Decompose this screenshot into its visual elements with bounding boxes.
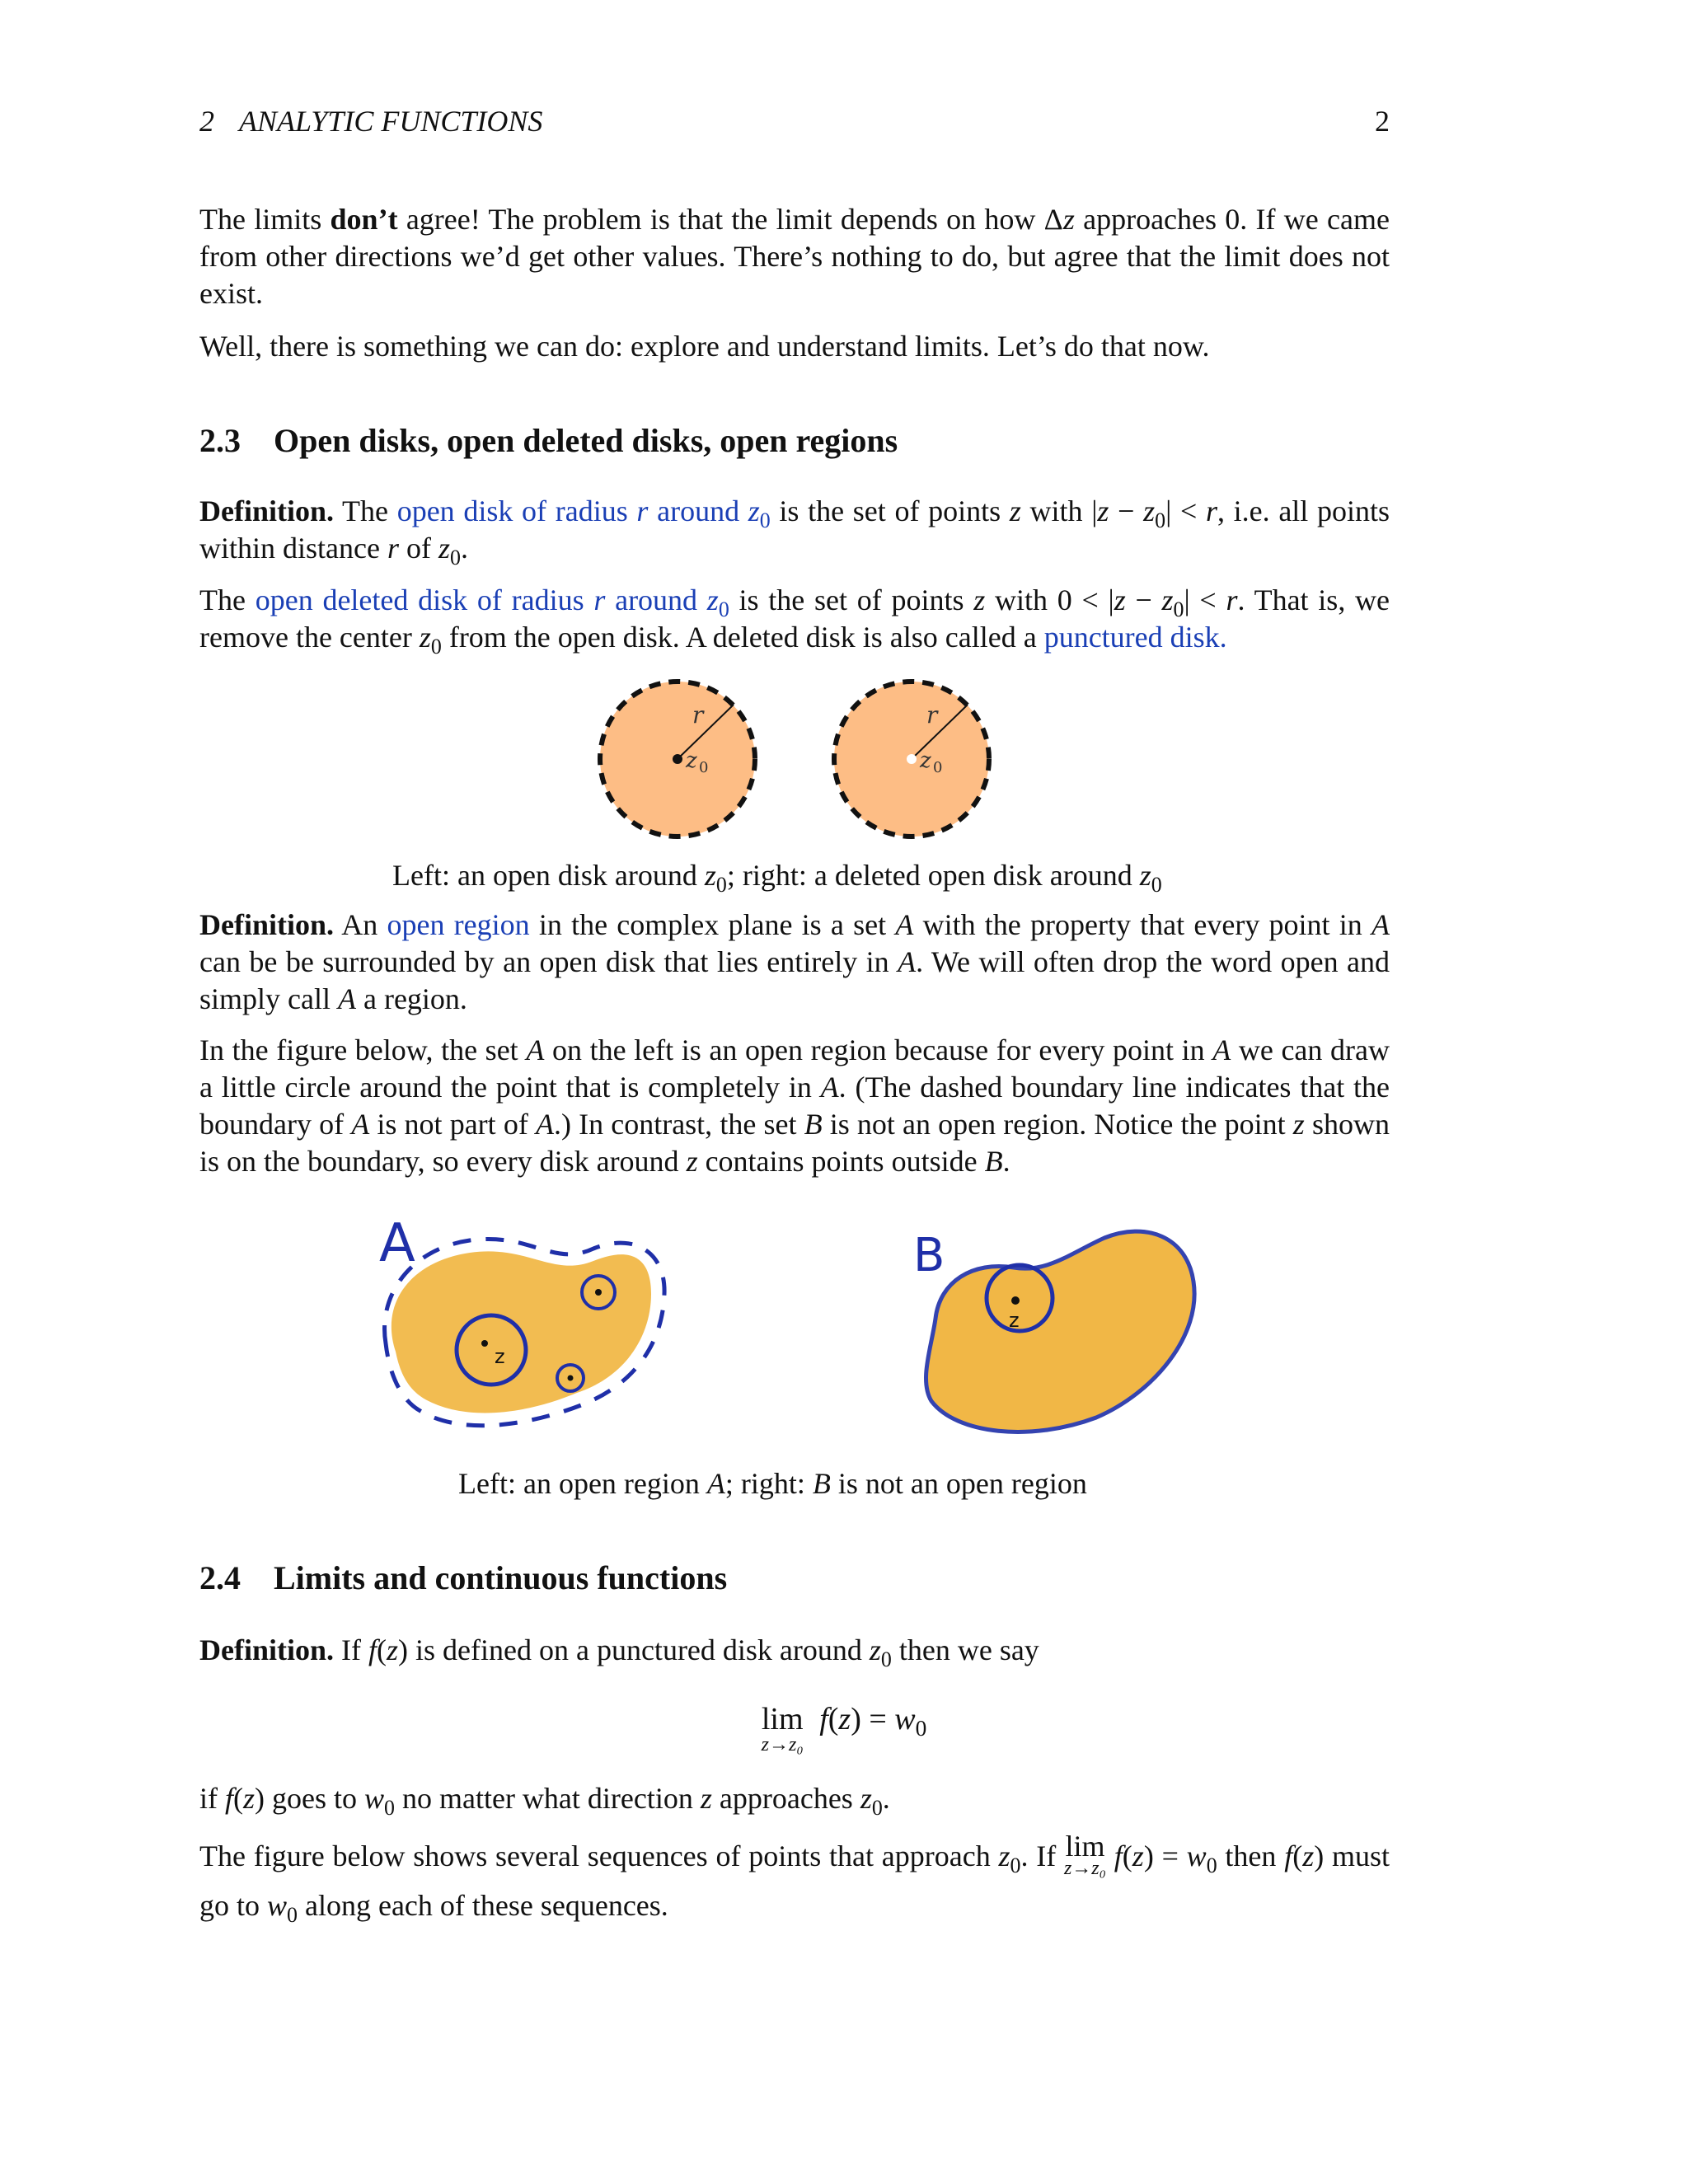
math-var: z: [1139, 859, 1151, 892]
text: with 0 < |: [985, 583, 1114, 616]
definition-label: Definition.: [199, 1633, 335, 1666]
text: agree! The problem is that the limit depends on how Δ: [397, 203, 1063, 236]
section-heading-2-4: [199, 1558, 1390, 1599]
text: ; right: a deleted open disk around: [726, 859, 1140, 892]
text: approaches 0. If we came from other directions we’d get other values. There’s nothing to do, but agree that the limit does not exist.: [199, 203, 1390, 310]
disk-figure-caption: [392, 857, 1381, 897]
definition-label: Definition.: [199, 494, 335, 527]
text: no matter what direction: [394, 1782, 701, 1815]
text: is the set of points: [729, 583, 974, 616]
definition-deleted-disk: [199, 582, 1390, 656]
set-B-point-z: [1011, 1296, 1020, 1305]
definition-open-region-text: [199, 907, 1390, 1018]
deleted-disk-radius-label: r: [926, 701, 938, 729]
text: Left: an open region: [458, 1467, 707, 1500]
math-var: A: [535, 1108, 554, 1141]
text: The limits: [199, 203, 331, 236]
text: | <: [1184, 583, 1226, 616]
text: if: [199, 1782, 225, 1815]
text: ) is defined on a punctured disk around: [398, 1633, 870, 1666]
inline-lim-operator: [1064, 1831, 1106, 1879]
text: shown is on the boundary, so every disk around: [199, 1108, 1390, 1178]
math-var: f: [225, 1782, 234, 1815]
set-B-z-label: z: [1009, 1309, 1020, 1332]
subscript: 0: [430, 634, 442, 658]
subscript: 0: [715, 872, 727, 897]
math-var: z: [1132, 1840, 1144, 1872]
text: An: [334, 908, 387, 941]
section-number: 2.4: [199, 1559, 241, 1596]
text: on the left is an open region because for every point in: [544, 1033, 1213, 1066]
region-figure-caption: [458, 1465, 1365, 1502]
set-A-point-3: [568, 1376, 574, 1381]
disk-figure-svg: [577, 672, 1006, 846]
text: from the open disk. A deleted disk is also called a: [441, 621, 1044, 654]
set-B: [913, 1229, 1194, 1432]
open-disk-center-point: [673, 754, 682, 764]
text: , i.e. all points within distance: [199, 494, 1390, 565]
math-var: z: [748, 494, 760, 527]
math-var: r: [636, 494, 649, 527]
text: Left: an open disk around: [392, 859, 705, 892]
definition-deleted-disk-text: [199, 582, 1390, 656]
math-var: z: [686, 1145, 698, 1178]
math-var: B: [984, 1145, 1003, 1178]
subscript: 0: [384, 1795, 395, 1820]
sequence-paragraph-text: [199, 1831, 1390, 1930]
math-var: z: [869, 1633, 881, 1666]
math-var: z: [704, 859, 716, 892]
math-var: A: [898, 945, 917, 978]
text: ) =: [851, 1702, 895, 1736]
math-var: A: [820, 1071, 839, 1104]
math-var: A: [1372, 908, 1390, 941]
text: . If: [1020, 1840, 1064, 1872]
link-open-deleted-disk[interactable]: [255, 583, 729, 621]
math-var: r: [593, 583, 606, 616]
text: along each of these sequences.: [297, 1889, 668, 1922]
math-var: B: [812, 1467, 831, 1500]
text: of: [398, 532, 438, 565]
math-var: z: [973, 583, 986, 616]
sequence-paragraph: [199, 1831, 1390, 1930]
math-var: z: [1143, 494, 1156, 527]
link-open-region[interactable]: open region: [387, 908, 530, 941]
bold-text: don’t: [330, 203, 398, 236]
text: . (The dashed boundary line indicates that the boundary of: [199, 1071, 1390, 1141]
math-var: w: [364, 1782, 385, 1815]
math-var: z: [706, 583, 719, 616]
disk-figure: [577, 672, 1006, 846]
text: a region.: [355, 982, 467, 1015]
section-2-4-heading-wrap: [199, 1558, 1390, 1599]
subscript: 0: [880, 1647, 892, 1671]
text: open deleted disk of radius: [255, 583, 594, 616]
display-equation-limit: [0, 1701, 1688, 1755]
intro-paragraph-2: Well, there is something we can do: explore and understand limits. Let’s do that now.: [199, 330, 1210, 363]
math-var: z: [700, 1782, 712, 1815]
math-var: z: [387, 1633, 399, 1666]
text: The figure below shows several sequences of points that approach: [199, 1840, 999, 1872]
text: −: [1125, 583, 1162, 616]
lim-subscript: z→z₀: [1063, 1858, 1106, 1879]
open-disk: [600, 682, 755, 837]
set-A-label: A: [379, 1213, 415, 1274]
math-var: z: [1062, 203, 1075, 236]
text: The: [334, 494, 397, 527]
lim-subscript: z→z₀: [761, 1734, 804, 1755]
set-A: [379, 1213, 664, 1426]
deleted-disk-center-hole: [907, 754, 917, 764]
open-disk-radius-label: r: [692, 701, 704, 729]
subscript: 0: [1010, 1853, 1021, 1877]
text: In the figure below, the set: [199, 1033, 527, 1066]
math-var: f: [368, 1633, 377, 1666]
set-A-point-z: [481, 1340, 488, 1347]
page-number: 2: [1375, 105, 1390, 138]
math-var: z: [1302, 1840, 1315, 1872]
text: ) must go to: [199, 1840, 1390, 1922]
set-B-label: B: [913, 1229, 945, 1282]
text: −: [1109, 494, 1144, 527]
math-var: z: [860, 1782, 872, 1815]
section-number: 2.3: [199, 422, 241, 459]
math-var: w: [267, 1889, 288, 1922]
running-head-section-title: ANALYTIC FUNCTIONS: [239, 105, 543, 138]
math-var: z: [1097, 494, 1109, 527]
region-figure-svg: [363, 1203, 1236, 1451]
math-var: f: [1284, 1840, 1293, 1872]
deleted-disk-center-label: z: [920, 748, 931, 773]
text: ) =: [1143, 1840, 1187, 1872]
definition-open-disk-text: [199, 493, 1390, 567]
after-limit-paragraph: [199, 1780, 1390, 1820]
math-var: A: [526, 1033, 545, 1066]
set-B-region: [926, 1231, 1195, 1432]
text: (: [828, 1702, 839, 1736]
text: around: [605, 583, 707, 616]
section-2-3-heading-wrap: [199, 420, 1390, 462]
section-title: Open disks, open deleted disks, open regions: [274, 422, 898, 459]
math-var: A: [1212, 1033, 1231, 1066]
math-var: A: [337, 982, 356, 1015]
section-heading-2-3: [199, 420, 1390, 462]
math-var: z: [1114, 583, 1126, 616]
text: is not an open region. Notice the point: [822, 1108, 1293, 1141]
subscript: 0: [718, 597, 729, 621]
region-paragraph: [199, 1032, 1390, 1180]
math-var: r: [387, 532, 399, 565]
text: | <: [1165, 494, 1206, 527]
definition-open-region: [199, 907, 1390, 1018]
intro-block: [199, 201, 1390, 312]
math-var: f: [1114, 1840, 1123, 1872]
subscript: 0: [1151, 872, 1162, 897]
running-head-title: [199, 104, 542, 138]
text: The: [199, 583, 256, 616]
subscript: 0: [1155, 508, 1166, 532]
set-A-z-label: z: [495, 1345, 505, 1368]
text: . We will often drop the word open and simply call: [199, 945, 1390, 1015]
text: we can draw a little circle around the point that is completely in: [199, 1033, 1390, 1104]
math-var: z: [419, 621, 431, 654]
deleted-disk: [834, 682, 989, 837]
open-disk-center-subscript: 0: [699, 759, 709, 776]
text: .: [882, 1782, 890, 1815]
open-disk-center-label: z: [686, 748, 697, 773]
text: in the complex plane is a set: [529, 908, 896, 941]
text: around: [648, 494, 748, 527]
text: with the property that every point in: [913, 908, 1372, 941]
limit-expression: [819, 1702, 927, 1741]
math-var: B: [804, 1108, 823, 1141]
section-title: Limits and continuous functions: [274, 1559, 728, 1596]
text: is not part of: [369, 1108, 536, 1141]
definition-limit-text: [199, 1632, 1390, 1669]
running-head-section-number: 2: [199, 105, 214, 138]
text: (: [1122, 1840, 1132, 1872]
math-var: w: [894, 1702, 916, 1736]
math-var: z: [243, 1782, 256, 1815]
text: .: [1002, 1145, 1010, 1178]
math-var: z: [1161, 583, 1174, 616]
math-var: z: [838, 1702, 851, 1736]
subscript: 0: [915, 1716, 927, 1741]
math-var: z: [1009, 494, 1021, 527]
text: contains points outside: [697, 1145, 985, 1178]
region-paragraph-text: [199, 1032, 1390, 1180]
math-var: A: [895, 908, 914, 941]
text: . That is, we remove the center: [199, 583, 1390, 654]
deleted-disk-center-subscript: 0: [933, 759, 943, 776]
definition-limit: [199, 1632, 1390, 1669]
text: is not an open region: [830, 1467, 1087, 1500]
math-var: z: [998, 1840, 1010, 1872]
text: approaches: [711, 1782, 860, 1815]
link-punctured-disk[interactable]: punctured disk.: [1043, 621, 1227, 654]
lim-text: lim: [1065, 1830, 1105, 1863]
text: with |: [1020, 494, 1098, 527]
text: can be be surrounded by an open disk that lies entirely in: [199, 945, 898, 978]
subscript: 0: [449, 545, 461, 569]
lim-operator: [762, 1701, 804, 1755]
text: open disk of radius: [396, 494, 637, 527]
math-var: z: [1292, 1108, 1305, 1141]
definition-open-disk: [199, 493, 1390, 567]
region-figure: [363, 1203, 1236, 1451]
set-A-point-2: [595, 1289, 602, 1296]
math-var: w: [1186, 1840, 1207, 1872]
text: then: [1217, 1840, 1285, 1872]
text: ) goes to: [255, 1782, 365, 1815]
math-var: r: [1226, 583, 1238, 616]
link-open-disk[interactable]: [396, 494, 771, 532]
text: .: [460, 532, 468, 565]
math-var: r: [1205, 494, 1217, 527]
text: then we say: [891, 1633, 1039, 1666]
text: (: [233, 1782, 244, 1815]
intro-block-2: [199, 328, 1390, 365]
running-head: [199, 104, 1390, 138]
math-var: f: [819, 1702, 828, 1736]
text: is the set of points: [770, 494, 1010, 527]
math-var: A: [351, 1108, 370, 1141]
lim-text: lim: [761, 1702, 804, 1736]
text: (: [377, 1633, 387, 1666]
text: If: [334, 1633, 368, 1666]
text: .) In contrast, the set: [553, 1108, 804, 1141]
math-var: A: [706, 1467, 725, 1500]
subscript: 0: [759, 508, 771, 532]
math-var: z: [438, 532, 450, 565]
definition-label: Definition.: [199, 908, 335, 941]
subscript: 0: [287, 1902, 298, 1927]
subscript: 0: [1206, 1853, 1217, 1877]
after-limit-text: [199, 1780, 1390, 1820]
text: ; right:: [724, 1467, 813, 1500]
intro-paragraph-1: [199, 201, 1390, 312]
text: (: [1292, 1840, 1303, 1872]
subscript: 0: [871, 1795, 883, 1820]
subscript: 0: [1173, 597, 1184, 621]
